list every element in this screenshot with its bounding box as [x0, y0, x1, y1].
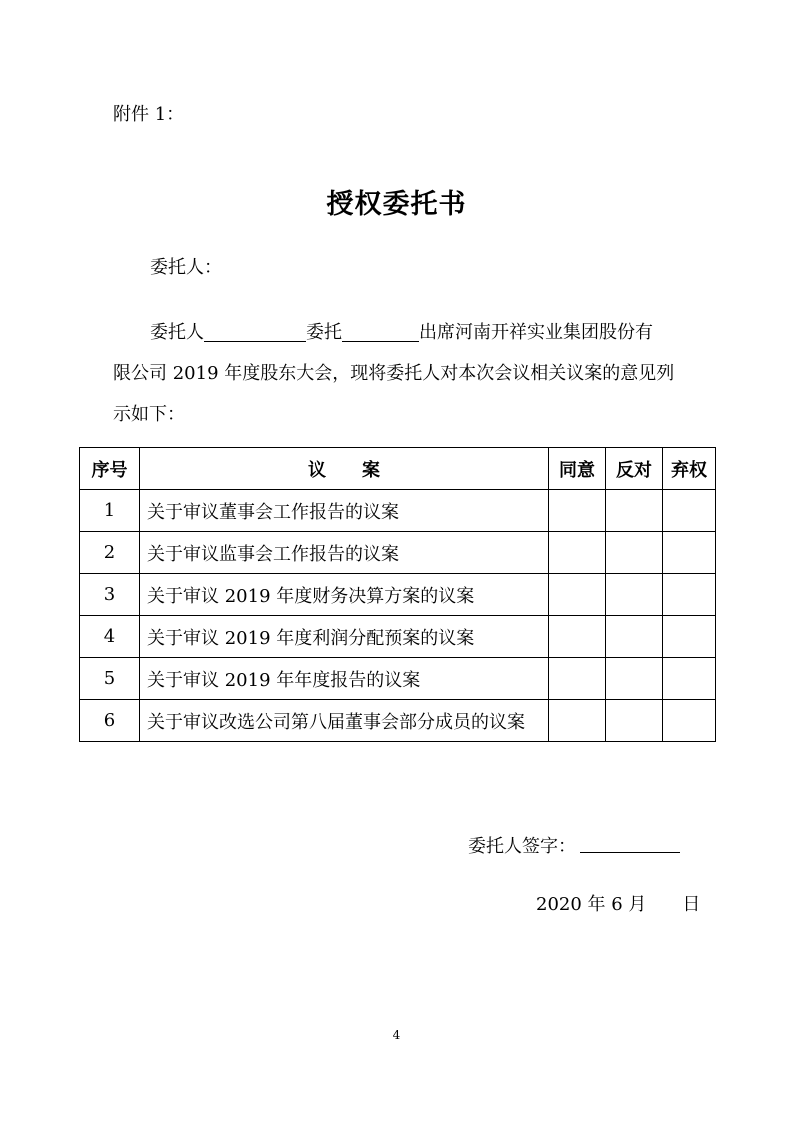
motion-title: 关于审议监事会工作报告的议案: [140, 532, 549, 574]
paragraph-line-3: 示如下：: [113, 404, 185, 425]
principal-name-blank[interactable]: [204, 321, 306, 342]
abstain-cell[interactable]: [663, 616, 716, 658]
table-header-row: [80, 448, 716, 490]
oppose-cell[interactable]: [606, 490, 663, 532]
oppose-cell[interactable]: [606, 658, 663, 700]
attachment-label: 附件 1：: [113, 104, 185, 125]
entrust-text: 委托: [306, 322, 342, 343]
motion-title: 关于审议改选公司第八届董事会部分成员的议案: [140, 700, 549, 742]
agree-cell[interactable]: [549, 700, 606, 742]
abstain-cell[interactable]: [663, 574, 716, 616]
row-number: 4: [80, 616, 140, 658]
header-agree: 同意: [549, 448, 606, 490]
abstain-cell[interactable]: [663, 490, 716, 532]
header-oppose: 反对: [606, 448, 663, 490]
table-row: [80, 700, 716, 742]
agree-cell[interactable]: [549, 490, 606, 532]
paragraph-line-1: [113, 312, 693, 353]
table-row: [80, 574, 716, 616]
abstain-cell[interactable]: [663, 658, 716, 700]
motion-title: 关于审议董事会工作报告的议案: [140, 490, 549, 532]
header-abstain: 弃权: [663, 448, 716, 490]
table-row: [80, 532, 716, 574]
header-motion: 议 案: [140, 448, 549, 490]
authorization-paragraph: [113, 312, 693, 435]
date-line: 2020 年 6 月 日: [536, 894, 701, 915]
row-number: 3: [80, 574, 140, 616]
motion-title: 关于审议 2019 年度利润分配预案的议案: [140, 616, 549, 658]
document-title: 授权委托书: [326, 189, 467, 220]
signature-label: 委托人签字：: [468, 836, 576, 857]
row-number: 1: [80, 490, 140, 532]
header-no: 序号: [80, 448, 140, 490]
abstain-cell[interactable]: [663, 532, 716, 574]
motions-table: [79, 447, 716, 742]
motion-title: 关于审议 2019 年度财务决算方案的议案: [140, 574, 549, 616]
oppose-cell[interactable]: [606, 574, 663, 616]
motion-title: 关于审议 2019 年年度报告的议案: [140, 658, 549, 700]
attend-text: 出席河南开祥实业集团股份有: [419, 322, 653, 343]
signature-blank[interactable]: [580, 852, 680, 853]
oppose-cell[interactable]: [606, 700, 663, 742]
agree-cell[interactable]: [549, 658, 606, 700]
oppose-cell[interactable]: [606, 532, 663, 574]
row-number: 2: [80, 532, 140, 574]
table-row: [80, 616, 716, 658]
agent-name-blank[interactable]: [342, 321, 419, 342]
page-number: 4: [392, 1028, 401, 1042]
agree-cell[interactable]: [549, 616, 606, 658]
principal-label: 委托人：: [150, 257, 222, 278]
row-number: 6: [80, 700, 140, 742]
agree-cell[interactable]: [549, 532, 606, 574]
table-row: [80, 490, 716, 532]
paragraph-line-2: 限公司 2019 年度股东大会，现将委托人对本次会议相关议案的意见列: [113, 363, 675, 384]
table-row: [80, 658, 716, 700]
oppose-cell[interactable]: [606, 616, 663, 658]
row-number: 5: [80, 658, 140, 700]
agree-cell[interactable]: [549, 574, 606, 616]
abstain-cell[interactable]: [663, 700, 716, 742]
principal-text: 委托人: [150, 322, 204, 343]
